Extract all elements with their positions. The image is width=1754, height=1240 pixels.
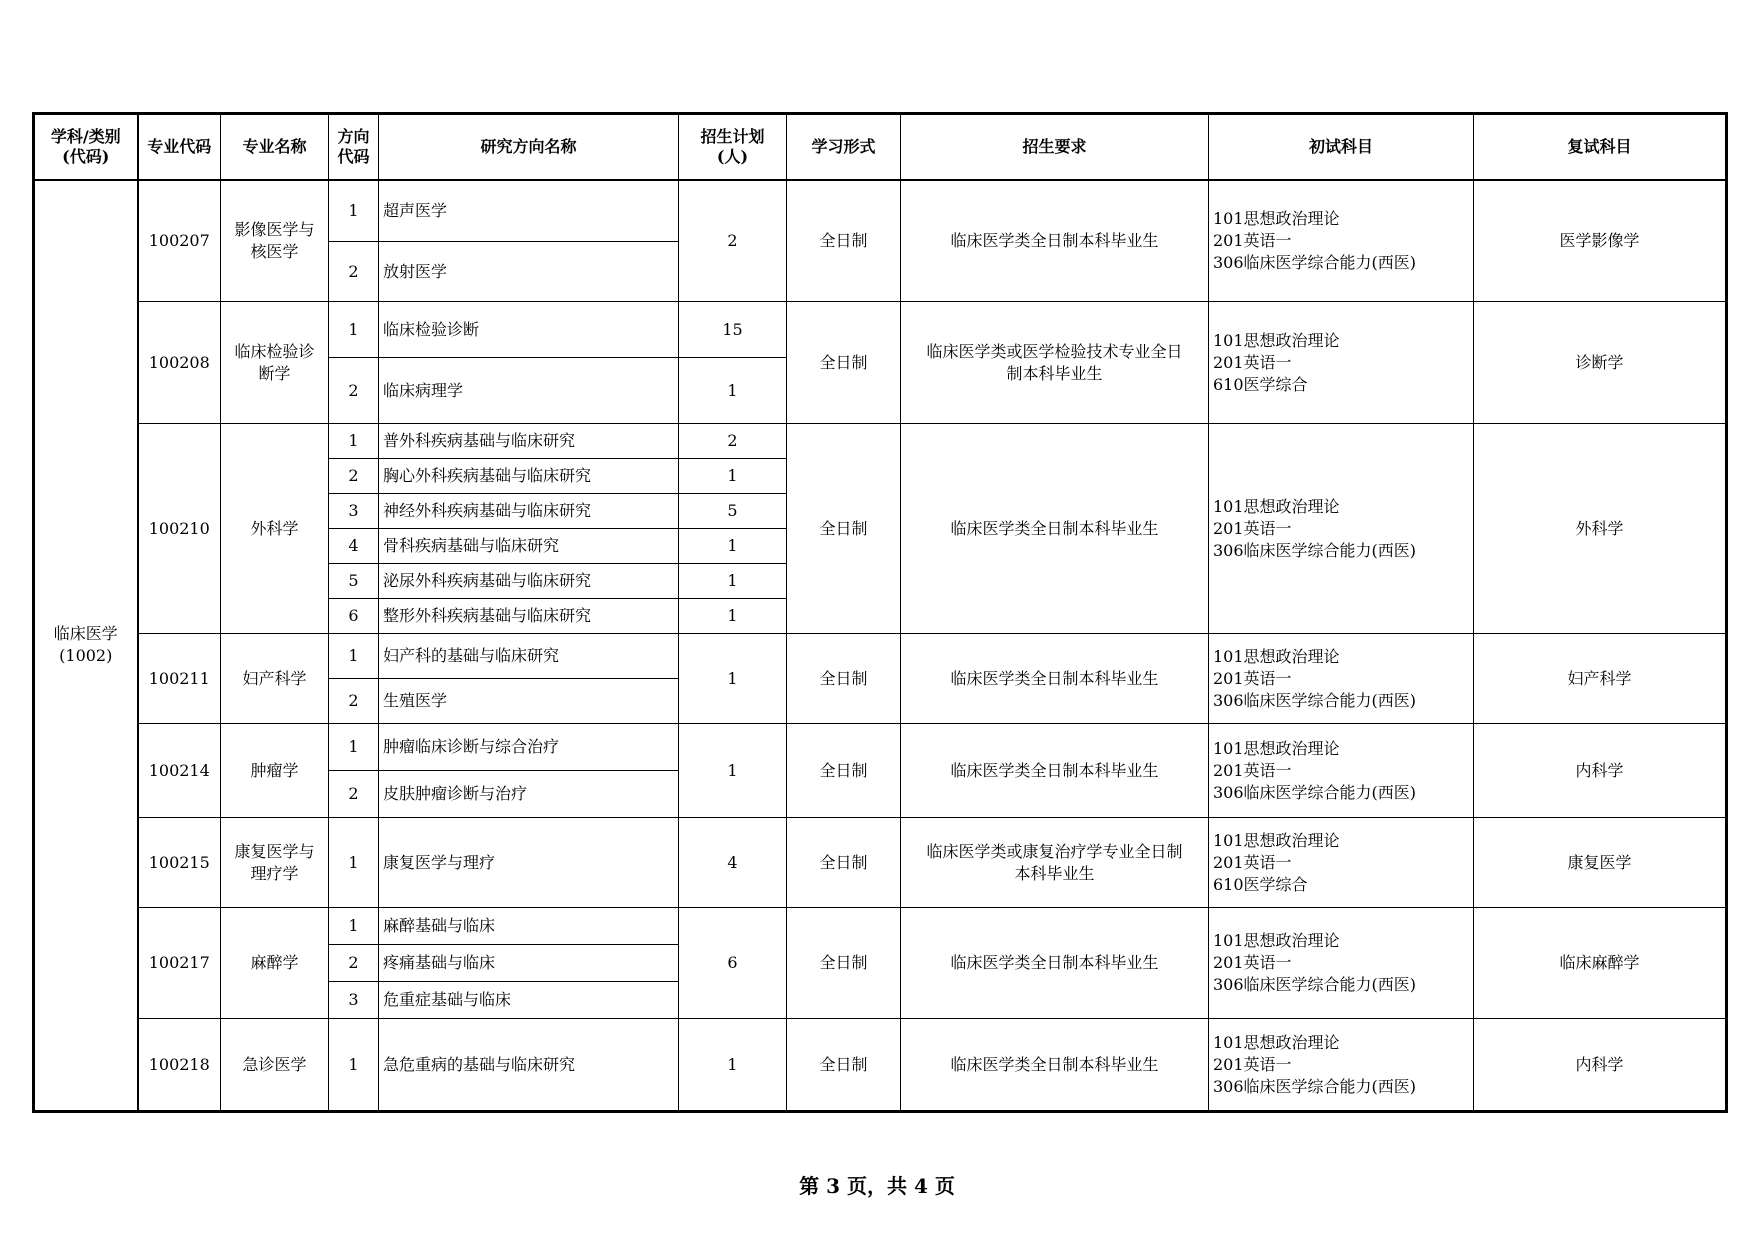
- direction-name-cell: 普外科疾病基础与临床研究: [379, 424, 679, 459]
- direction-name-cell: 超声医学: [379, 180, 679, 242]
- direction-name-cell: 泌尿外科疾病基础与临床研究: [379, 564, 679, 599]
- header-study-mode: 学习形式: [787, 114, 901, 180]
- table-row: [34, 908, 1727, 945]
- direction-code-cell: 1: [329, 180, 379, 242]
- header-direction-code: 方向 代码: [329, 114, 379, 180]
- direction-name-cell: 神经外科疾病基础与临床研究: [379, 494, 679, 529]
- study-mode-cell: 全日制: [787, 908, 901, 1019]
- direction-name-cell: 麻醉基础与临床: [379, 908, 679, 945]
- header-direction-name: 研究方向名称: [379, 114, 679, 180]
- discipline-cell: 临床医学 (1002): [34, 180, 138, 1112]
- study-mode-cell: 全日制: [787, 180, 901, 302]
- plan-cell: 2: [679, 424, 787, 459]
- major-name-cell: 康复医学与 理疗学: [221, 818, 329, 908]
- table-row: [34, 424, 1727, 459]
- direction-code-cell: 1: [329, 1019, 379, 1112]
- header-plan: 招生计划 (人): [679, 114, 787, 180]
- retest-subjects-cell: 诊断学: [1474, 302, 1727, 424]
- retest-subjects-cell: 妇产科学: [1474, 634, 1727, 724]
- direction-name-cell: 康复医学与理疗: [379, 818, 679, 908]
- direction-name-cell: 疼痛基础与临床: [379, 945, 679, 982]
- study-mode-cell: 全日制: [787, 724, 901, 818]
- direction-code-cell: 1: [329, 302, 379, 358]
- retest-subjects-cell: 外科学: [1474, 424, 1727, 634]
- table-row: [34, 302, 1727, 358]
- major-name-cell: 妇产科学: [221, 634, 329, 724]
- retest-subjects-cell: 内科学: [1474, 724, 1727, 818]
- table-body: [34, 180, 1727, 1112]
- table-row: [34, 180, 1727, 242]
- direction-name-cell: 骨科疾病基础与临床研究: [379, 529, 679, 564]
- plan-cell: 1: [679, 599, 787, 634]
- requirement-cell: 临床医学类全日制本科毕业生: [901, 1019, 1209, 1112]
- direction-code-cell: 1: [329, 424, 379, 459]
- direction-name-cell: 肿瘤临床诊断与综合治疗: [379, 724, 679, 771]
- major-code-cell: 100217: [138, 908, 221, 1019]
- plan-cell: 1: [679, 529, 787, 564]
- study-mode-cell: 全日制: [787, 1019, 901, 1112]
- direction-name-cell: 临床病理学: [379, 358, 679, 424]
- header-major-code: 专业代码: [138, 114, 221, 180]
- direction-name-cell: 皮肤肿瘤诊断与治疗: [379, 771, 679, 818]
- direction-code-cell: 2: [329, 358, 379, 424]
- direction-name-cell: 危重症基础与临床: [379, 982, 679, 1019]
- major-name-cell: 急诊医学: [221, 1019, 329, 1112]
- major-name-cell: 影像医学与 核医学: [221, 180, 329, 302]
- direction-code-cell: 3: [329, 494, 379, 529]
- table-row: [34, 1019, 1727, 1112]
- header-discipline: 学科/类别 (代码): [34, 114, 138, 180]
- table-row: [34, 724, 1727, 771]
- direction-code-cell: 1: [329, 634, 379, 679]
- exam-subjects-cell: 101思想政治理论 201英语一 306临床医学综合能力(西医): [1209, 424, 1474, 634]
- requirement-cell: 临床医学类全日制本科毕业生: [901, 180, 1209, 302]
- plan-cell: 6: [679, 908, 787, 1019]
- plan-cell: 1: [679, 459, 787, 494]
- header-retest-subjects: 复试科目: [1474, 114, 1727, 180]
- major-code-cell: 100210: [138, 424, 221, 634]
- retest-subjects-cell: 临床麻醉学: [1474, 908, 1727, 1019]
- direction-code-cell: 4: [329, 529, 379, 564]
- requirement-cell: 临床医学类或康复治疗学专业全日制 本科毕业生: [901, 818, 1209, 908]
- direction-name-cell: 整形外科疾病基础与临床研究: [379, 599, 679, 634]
- exam-subjects-cell: 101思想政治理论 201英语一 306临床医学综合能力(西医): [1209, 724, 1474, 818]
- direction-name-cell: 临床检验诊断: [379, 302, 679, 358]
- page-footer: 第 3 页，共 4 页: [799, 1174, 955, 1198]
- plan-cell: 15: [679, 302, 787, 358]
- table-row: [34, 634, 1727, 679]
- exam-subjects-cell: 101思想政治理论 201英语一 610医学综合: [1209, 818, 1474, 908]
- major-code-cell: 100214: [138, 724, 221, 818]
- major-code-cell: 100218: [138, 1019, 221, 1112]
- retest-subjects-cell: 内科学: [1474, 1019, 1727, 1112]
- study-mode-cell: 全日制: [787, 302, 901, 424]
- exam-subjects-cell: 101思想政治理论 201英语一 306临床医学综合能力(西医): [1209, 908, 1474, 1019]
- admissions-table: [32, 112, 1728, 1113]
- requirement-cell: 临床医学类或医学检验技术专业全日 制本科毕业生: [901, 302, 1209, 424]
- direction-code-cell: 6: [329, 599, 379, 634]
- exam-subjects-cell: 101思想政治理论 201英语一 306临床医学综合能力(西医): [1209, 180, 1474, 302]
- plan-cell: 5: [679, 494, 787, 529]
- direction-name-cell: 妇产科的基础与临床研究: [379, 634, 679, 679]
- plan-cell: 4: [679, 818, 787, 908]
- direction-code-cell: 1: [329, 908, 379, 945]
- major-code-cell: 100208: [138, 302, 221, 424]
- exam-subjects-cell: 101思想政治理论 201英语一 306临床医学综合能力(西医): [1209, 1019, 1474, 1112]
- requirement-cell: 临床医学类全日制本科毕业生: [901, 634, 1209, 724]
- retest-subjects-cell: 康复医学: [1474, 818, 1727, 908]
- direction-name-cell: 生殖医学: [379, 679, 679, 724]
- direction-code-cell: 2: [329, 679, 379, 724]
- direction-code-cell: 5: [329, 564, 379, 599]
- study-mode-cell: 全日制: [787, 634, 901, 724]
- study-mode-cell: 全日制: [787, 818, 901, 908]
- header-requirement: 招生要求: [901, 114, 1209, 180]
- header-exam-subjects: 初试科目: [1209, 114, 1474, 180]
- direction-code-cell: 2: [329, 242, 379, 302]
- table-row: [34, 818, 1727, 908]
- plan-cell: 1: [679, 634, 787, 724]
- plan-cell: 2: [679, 180, 787, 302]
- direction-code-cell: 2: [329, 771, 379, 818]
- direction-code-cell: 1: [329, 818, 379, 908]
- exam-subjects-cell: 101思想政治理论 201英语一 306临床医学综合能力(西医): [1209, 634, 1474, 724]
- direction-name-cell: 放射医学: [379, 242, 679, 302]
- major-name-cell: 临床检验诊 断学: [221, 302, 329, 424]
- major-code-cell: 100211: [138, 634, 221, 724]
- direction-name-cell: 胸心外科疾病基础与临床研究: [379, 459, 679, 494]
- direction-code-cell: 2: [329, 459, 379, 494]
- direction-code-cell: 2: [329, 945, 379, 982]
- requirement-cell: 临床医学类全日制本科毕业生: [901, 908, 1209, 1019]
- plan-cell: 1: [679, 564, 787, 599]
- direction-code-cell: 3: [329, 982, 379, 1019]
- major-name-cell: 肿瘤学: [221, 724, 329, 818]
- exam-subjects-cell: 101思想政治理论 201英语一 610医学综合: [1209, 302, 1474, 424]
- plan-cell: 1: [679, 724, 787, 818]
- retest-subjects-cell: 医学影像学: [1474, 180, 1727, 302]
- direction-name-cell: 急危重病的基础与临床研究: [379, 1019, 679, 1112]
- study-mode-cell: 全日制: [787, 424, 901, 634]
- major-name-cell: 麻醉学: [221, 908, 329, 1019]
- major-code-cell: 100207: [138, 180, 221, 302]
- direction-code-cell: 1: [329, 724, 379, 771]
- requirement-cell: 临床医学类全日制本科毕业生: [901, 424, 1209, 634]
- major-code-cell: 100215: [138, 818, 221, 908]
- major-name-cell: 外科学: [221, 424, 329, 634]
- requirement-cell: 临床医学类全日制本科毕业生: [901, 724, 1209, 818]
- header-major-name: 专业名称: [221, 114, 329, 180]
- header-row: [34, 114, 1727, 180]
- plan-cell: 1: [679, 1019, 787, 1112]
- plan-cell: 1: [679, 358, 787, 424]
